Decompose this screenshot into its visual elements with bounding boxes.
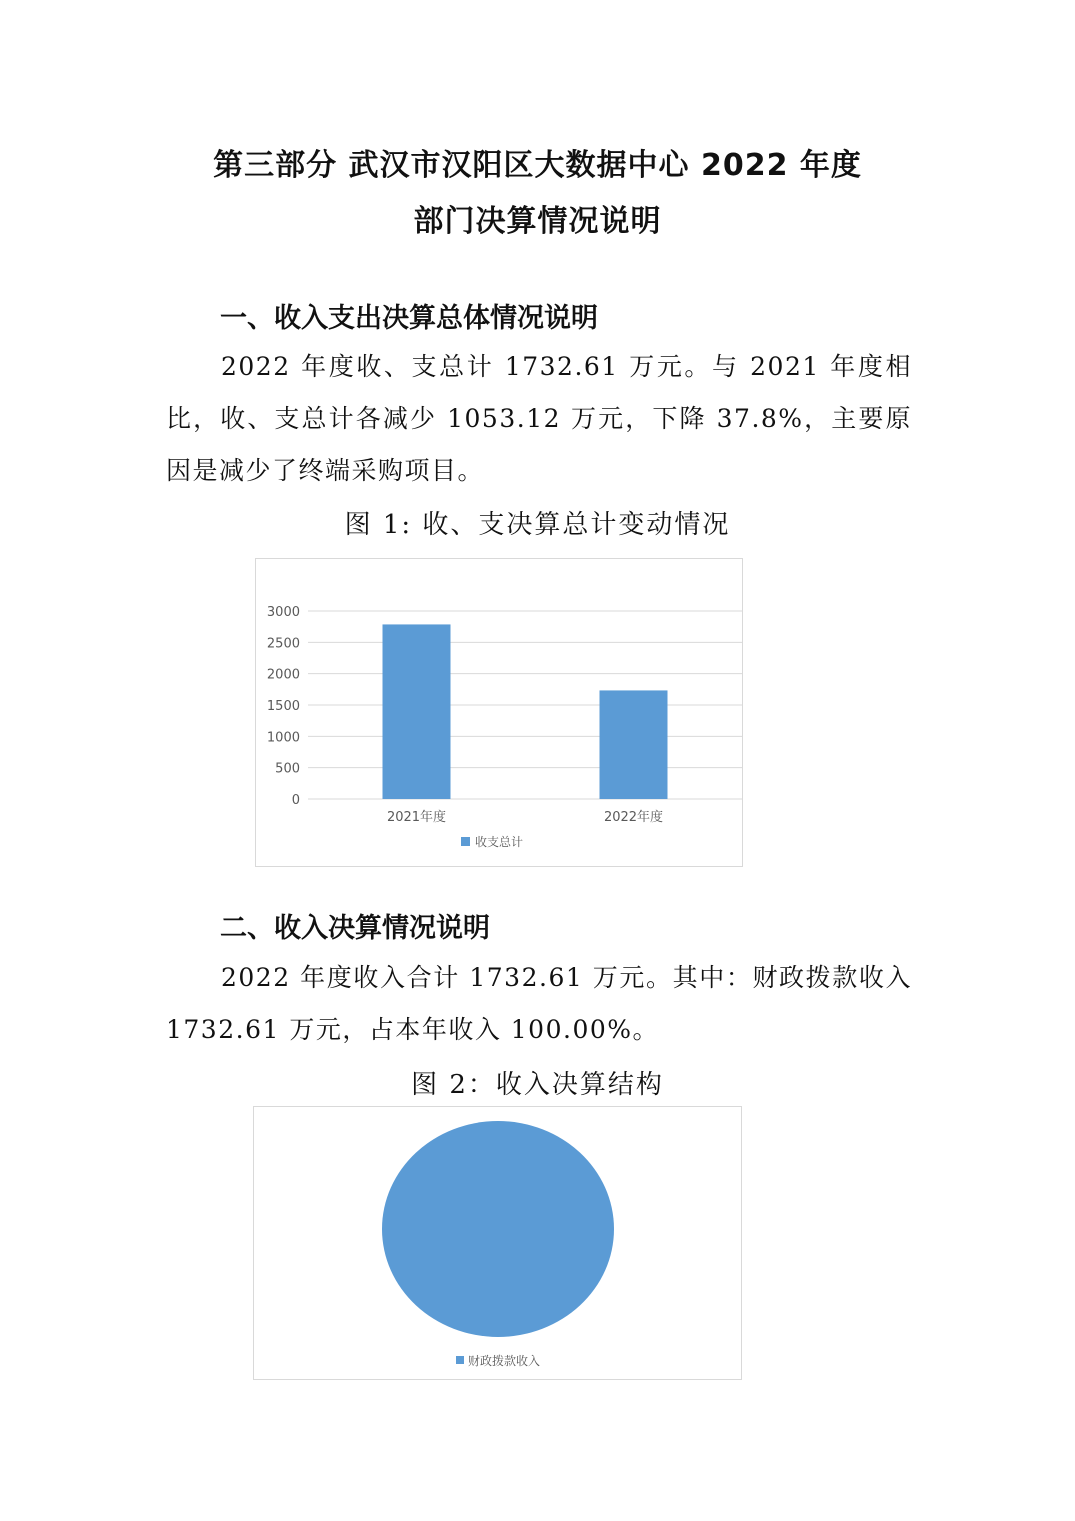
y-tick-label: 2500	[266, 636, 300, 652]
legend-swatch	[461, 837, 470, 846]
legend-label: 收支总计	[475, 835, 524, 849]
bar	[383, 624, 451, 799]
y-tick-label: 3000	[266, 605, 300, 620]
bar	[600, 690, 668, 799]
pie-chart	[254, 1107, 741, 1379]
x-tick-label: 2021年度	[386, 810, 447, 825]
figure2-caption: 图 2：收入决算结构	[411, 1070, 664, 1100]
y-tick-label: 1500	[266, 699, 300, 714]
bar-chart	[256, 559, 742, 866]
bar-chart-box	[255, 558, 743, 867]
section1-heading: 一、收入支出决算总体情况说明	[220, 303, 598, 334]
y-tick-label: 0	[291, 793, 300, 808]
y-tick-label: 500	[275, 761, 300, 777]
figure1-caption: 图 1: 收、支决算总计变动情况	[344, 510, 731, 540]
doc-title-line2: 部门决算情况说明	[413, 204, 662, 239]
doc-title-line1: 第三部分 武汉市汉阳区大数据中心 2022 年度	[213, 148, 862, 183]
section2-heading: 二、收入决算情况说明	[220, 913, 490, 944]
legend-label: 财政拨款收入	[468, 1354, 541, 1368]
section1-paragraph: 2022 年度收、支总计 1732.61 万元。与 2021 年度相比，收、支总计各减少 1053.12 万元，下降 37.8%，主要原因是减少了终端采购项目。	[166, 352, 912, 485]
section2-paragraph: 2022 年度收入合计 1732.61 万元。其中：财政拨款收入 1732.61 万元，占本年收入 100.00%。	[166, 963, 912, 1044]
pie-slice	[382, 1121, 614, 1337]
x-tick-label: 2022年度	[603, 810, 664, 825]
pie-chart-box	[253, 1106, 742, 1380]
y-tick-label: 2000	[266, 667, 300, 683]
legend-swatch	[456, 1356, 464, 1364]
y-tick-label: 1000	[266, 730, 300, 746]
